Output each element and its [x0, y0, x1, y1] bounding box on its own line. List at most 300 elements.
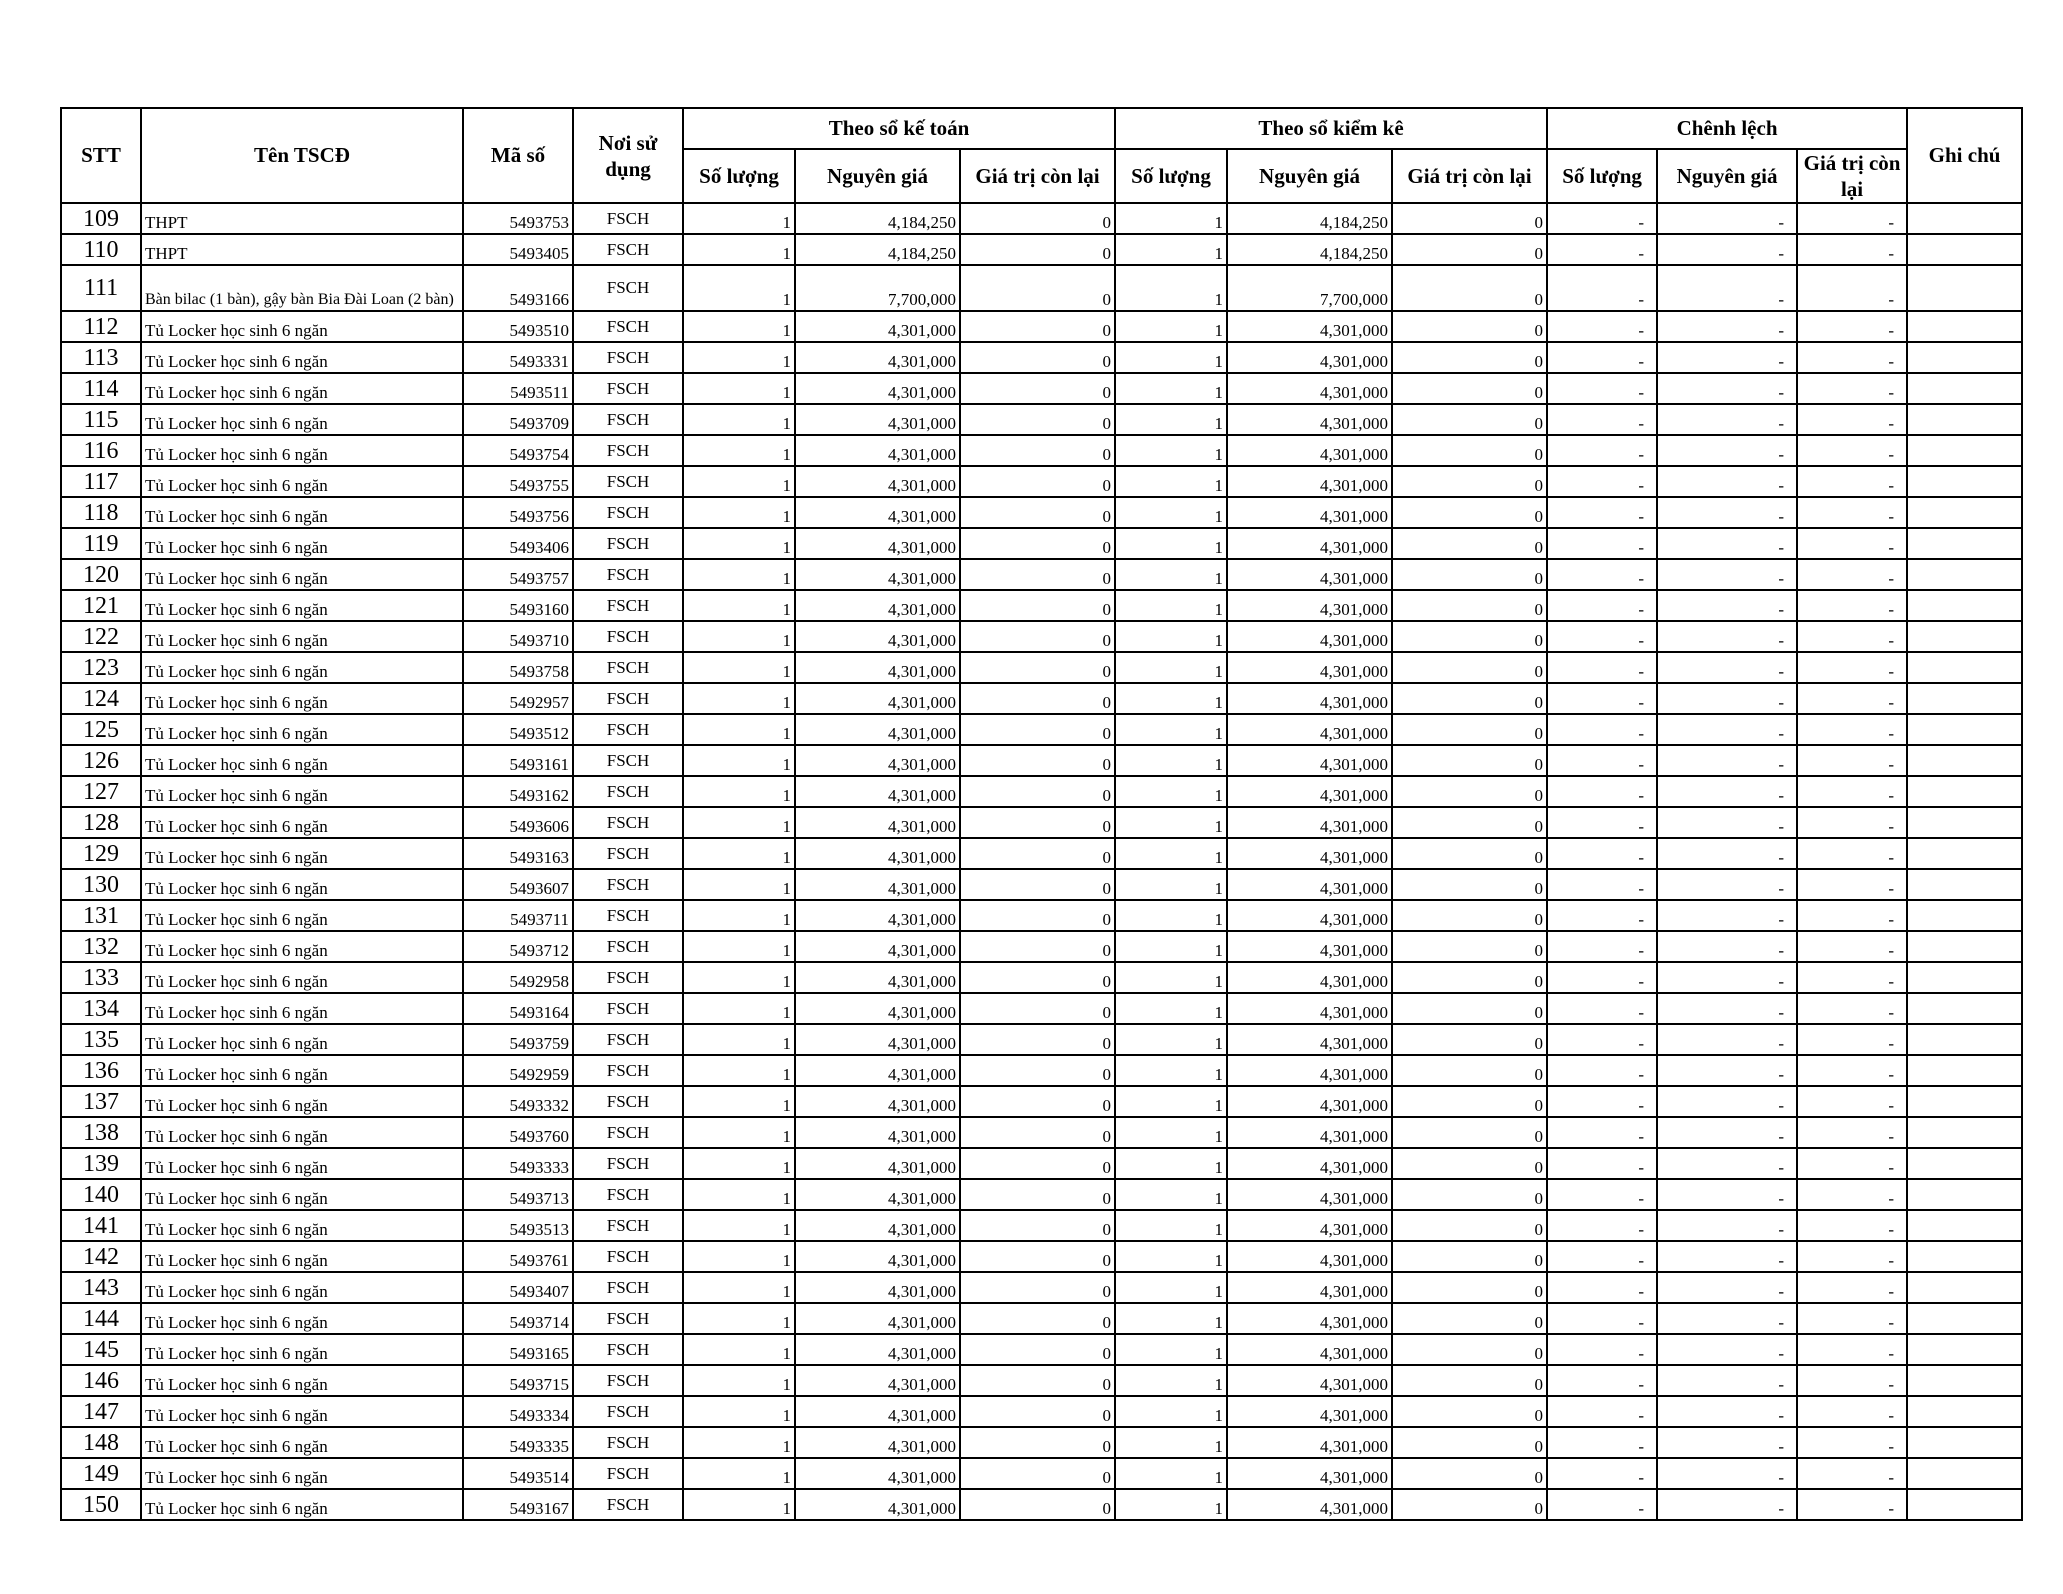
- row-accounting-quantity: 1: [683, 807, 795, 838]
- row-difference-residual: -: [1797, 714, 1907, 745]
- row-place-of-use: FSCH: [573, 714, 683, 745]
- row-inventory-cost: 4,301,000: [1227, 621, 1392, 652]
- row-accounting-quantity: 1: [683, 590, 795, 621]
- table-row: [61, 1210, 2022, 1241]
- row-stt: 120: [61, 559, 141, 590]
- row-asset-code: 5493510: [463, 311, 573, 342]
- row-inventory-residual: 0: [1392, 1241, 1547, 1272]
- row-accounting-cost: 4,301,000: [795, 342, 960, 373]
- row-difference-quantity: -: [1547, 373, 1657, 404]
- row-asset-code: 5493164: [463, 993, 573, 1024]
- row-inventory-cost: 4,301,000: [1227, 993, 1392, 1024]
- row-accounting-residual: 0: [960, 1396, 1115, 1427]
- table-row: [61, 838, 2022, 869]
- row-place-of-use: FSCH: [573, 900, 683, 931]
- row-stt: 117: [61, 466, 141, 497]
- row-accounting-residual: 0: [960, 466, 1115, 497]
- row-inventory-residual: 0: [1392, 590, 1547, 621]
- row-note: [1907, 993, 2022, 1024]
- row-asset-code: 5493161: [463, 745, 573, 776]
- row-difference-cost: -: [1657, 838, 1797, 869]
- row-asset-code: 5493513: [463, 1210, 573, 1241]
- row-place-of-use: FSCH: [573, 1365, 683, 1396]
- row-place-of-use: FSCH: [573, 962, 683, 993]
- row-inventory-cost: 4,301,000: [1227, 404, 1392, 435]
- row-accounting-cost: 4,301,000: [795, 900, 960, 931]
- row-difference-cost: -: [1657, 1055, 1797, 1086]
- header-asset-code: Mã số: [463, 108, 573, 203]
- row-asset-code: 5493713: [463, 1179, 573, 1210]
- row-accounting-quantity: 1: [683, 1148, 795, 1179]
- header-note: Ghi chú: [1907, 108, 2022, 203]
- row-inventory-residual: 0: [1392, 234, 1547, 265]
- row-accounting-cost: 4,301,000: [795, 838, 960, 869]
- row-difference-quantity: -: [1547, 1179, 1657, 1210]
- table-row: [61, 683, 2022, 714]
- row-inventory-quantity: 1: [1115, 528, 1227, 559]
- row-asset-name: THPT: [141, 234, 463, 265]
- row-difference-residual: -: [1797, 1365, 1907, 1396]
- table-row: [61, 1334, 2022, 1365]
- row-accounting-residual: 0: [960, 435, 1115, 466]
- header-accounting-residual: Giá trị còn lại: [960, 149, 1115, 203]
- row-inventory-quantity: 1: [1115, 342, 1227, 373]
- row-inventory-quantity: 1: [1115, 1024, 1227, 1055]
- row-difference-residual: -: [1797, 528, 1907, 559]
- row-inventory-residual: 0: [1392, 528, 1547, 559]
- row-accounting-cost: 4,301,000: [795, 466, 960, 497]
- row-asset-code: 5493514: [463, 1458, 573, 1489]
- row-asset-code: 5493760: [463, 1117, 573, 1148]
- row-difference-quantity: -: [1547, 1489, 1657, 1520]
- row-place-of-use: FSCH: [573, 590, 683, 621]
- row-inventory-residual: 0: [1392, 714, 1547, 745]
- row-accounting-cost: 4,301,000: [795, 1241, 960, 1272]
- row-accounting-cost: 4,301,000: [795, 1427, 960, 1458]
- row-difference-quantity: -: [1547, 559, 1657, 590]
- row-asset-name: Tủ Locker học sinh 6 ngăn: [141, 1489, 463, 1520]
- row-difference-quantity: -: [1547, 931, 1657, 962]
- row-note: [1907, 590, 2022, 621]
- row-accounting-quantity: 1: [683, 776, 795, 807]
- row-inventory-quantity: 1: [1115, 714, 1227, 745]
- row-inventory-quantity: 1: [1115, 1489, 1227, 1520]
- row-asset-code: 5493714: [463, 1303, 573, 1334]
- header-difference-quantity: Số lượng: [1547, 149, 1657, 203]
- table-row: [61, 621, 2022, 652]
- row-asset-code: 5493753: [463, 203, 573, 234]
- row-inventory-quantity: 1: [1115, 435, 1227, 466]
- row-stt: 116: [61, 435, 141, 466]
- row-inventory-quantity: 1: [1115, 590, 1227, 621]
- row-accounting-residual: 0: [960, 621, 1115, 652]
- row-stt: 131: [61, 900, 141, 931]
- row-stt: 109: [61, 203, 141, 234]
- row-difference-cost: -: [1657, 1365, 1797, 1396]
- row-difference-quantity: -: [1547, 466, 1657, 497]
- row-difference-cost: -: [1657, 962, 1797, 993]
- row-asset-name: Tủ Locker học sinh 6 ngăn: [141, 745, 463, 776]
- header-accounting-cost: Nguyên giá: [795, 149, 960, 203]
- row-difference-residual: -: [1797, 1210, 1907, 1241]
- row-note: [1907, 342, 2022, 373]
- row-asset-name: Tủ Locker học sinh 6 ngăn: [141, 1179, 463, 1210]
- row-inventory-residual: 0: [1392, 1148, 1547, 1179]
- row-difference-cost: -: [1657, 203, 1797, 234]
- table-row: [61, 590, 2022, 621]
- row-asset-code: 5493759: [463, 1024, 573, 1055]
- row-asset-code: 5493712: [463, 931, 573, 962]
- row-accounting-residual: 0: [960, 311, 1115, 342]
- row-accounting-residual: 0: [960, 1179, 1115, 1210]
- row-difference-residual: -: [1797, 838, 1907, 869]
- row-accounting-residual: 0: [960, 1055, 1115, 1086]
- row-difference-cost: -: [1657, 1489, 1797, 1520]
- row-inventory-quantity: 1: [1115, 1334, 1227, 1365]
- row-difference-cost: -: [1657, 931, 1797, 962]
- row-accounting-quantity: 1: [683, 621, 795, 652]
- row-inventory-quantity: 1: [1115, 203, 1227, 234]
- row-asset-code: 5493758: [463, 652, 573, 683]
- row-difference-residual: -: [1797, 1241, 1907, 1272]
- row-inventory-residual: 0: [1392, 1396, 1547, 1427]
- row-inventory-quantity: 1: [1115, 1427, 1227, 1458]
- table-row: [61, 1489, 2022, 1520]
- row-place-of-use: FSCH: [573, 1179, 683, 1210]
- row-accounting-cost: 4,301,000: [795, 962, 960, 993]
- row-asset-code: 5493331: [463, 342, 573, 373]
- row-difference-residual: -: [1797, 1024, 1907, 1055]
- row-difference-cost: -: [1657, 1179, 1797, 1210]
- row-accounting-residual: 0: [960, 931, 1115, 962]
- row-difference-residual: -: [1797, 683, 1907, 714]
- row-asset-name: Tủ Locker học sinh 6 ngăn: [141, 1396, 463, 1427]
- row-note: [1907, 900, 2022, 931]
- row-difference-residual: -: [1797, 497, 1907, 528]
- row-accounting-residual: 0: [960, 559, 1115, 590]
- row-stt: 148: [61, 1427, 141, 1458]
- row-asset-name: Tủ Locker học sinh 6 ngăn: [141, 1117, 463, 1148]
- row-accounting-residual: 0: [960, 993, 1115, 1024]
- row-accounting-residual: 0: [960, 1427, 1115, 1458]
- row-inventory-quantity: 1: [1115, 1148, 1227, 1179]
- row-difference-cost: -: [1657, 1117, 1797, 1148]
- row-stt: 126: [61, 745, 141, 776]
- row-difference-quantity: -: [1547, 203, 1657, 234]
- row-accounting-quantity: 1: [683, 373, 795, 404]
- row-place-of-use: FSCH: [573, 1396, 683, 1427]
- row-asset-name: Tủ Locker học sinh 6 ngăn: [141, 1334, 463, 1365]
- row-note: [1907, 652, 2022, 683]
- row-accounting-cost: 4,301,000: [795, 311, 960, 342]
- table-row: [61, 1024, 2022, 1055]
- row-difference-residual: -: [1797, 1489, 1907, 1520]
- table-row: [61, 1148, 2022, 1179]
- header-group-accounting: Theo sổ kế toán: [683, 108, 1115, 149]
- row-stt: 127: [61, 776, 141, 807]
- row-difference-residual: -: [1797, 234, 1907, 265]
- row-difference-residual: -: [1797, 404, 1907, 435]
- row-stt: 144: [61, 1303, 141, 1334]
- row-accounting-residual: 0: [960, 807, 1115, 838]
- row-note: [1907, 404, 2022, 435]
- row-asset-code: 5493406: [463, 528, 573, 559]
- row-inventory-cost: 4,301,000: [1227, 776, 1392, 807]
- row-inventory-residual: 0: [1392, 621, 1547, 652]
- row-accounting-quantity: 1: [683, 265, 795, 311]
- row-stt: 128: [61, 807, 141, 838]
- row-inventory-residual: 0: [1392, 497, 1547, 528]
- row-difference-cost: -: [1657, 621, 1797, 652]
- row-difference-residual: -: [1797, 993, 1907, 1024]
- row-accounting-quantity: 1: [683, 1334, 795, 1365]
- row-accounting-residual: 0: [960, 838, 1115, 869]
- row-difference-residual: -: [1797, 1427, 1907, 1458]
- row-inventory-cost: 4,301,000: [1227, 1086, 1392, 1117]
- row-note: [1907, 559, 2022, 590]
- row-stt: 149: [61, 1458, 141, 1489]
- row-difference-residual: -: [1797, 265, 1907, 311]
- row-note: [1907, 1458, 2022, 1489]
- row-accounting-quantity: 1: [683, 1303, 795, 1334]
- row-stt: 110: [61, 234, 141, 265]
- table-row: [61, 1179, 2022, 1210]
- row-asset-name: Tủ Locker học sinh 6 ngăn: [141, 1055, 463, 1086]
- row-accounting-quantity: 1: [683, 1427, 795, 1458]
- row-accounting-residual: 0: [960, 1117, 1115, 1148]
- row-difference-quantity: -: [1547, 1241, 1657, 1272]
- row-asset-code: 5493710: [463, 621, 573, 652]
- header-stt: STT: [61, 108, 141, 203]
- row-stt: 139: [61, 1148, 141, 1179]
- row-asset-name: Tủ Locker học sinh 6 ngăn: [141, 931, 463, 962]
- row-difference-quantity: -: [1547, 404, 1657, 435]
- row-accounting-residual: 0: [960, 1241, 1115, 1272]
- row-difference-cost: -: [1657, 234, 1797, 265]
- row-asset-name: Tủ Locker học sinh 6 ngăn: [141, 900, 463, 931]
- row-asset-name: Tủ Locker học sinh 6 ngăn: [141, 559, 463, 590]
- row-inventory-residual: 0: [1392, 993, 1547, 1024]
- row-stt: 111: [61, 265, 141, 311]
- header-asset-name: Tên TSCĐ: [141, 108, 463, 203]
- row-inventory-residual: 0: [1392, 838, 1547, 869]
- row-note: [1907, 466, 2022, 497]
- row-inventory-cost: 4,301,000: [1227, 1117, 1392, 1148]
- row-difference-residual: -: [1797, 1396, 1907, 1427]
- row-asset-code: 5493754: [463, 435, 573, 466]
- row-asset-name: Tủ Locker học sinh 6 ngăn: [141, 311, 463, 342]
- row-note: [1907, 1427, 2022, 1458]
- row-difference-quantity: -: [1547, 528, 1657, 559]
- row-inventory-cost: 4,301,000: [1227, 869, 1392, 900]
- row-accounting-quantity: 1: [683, 869, 795, 900]
- row-inventory-quantity: 1: [1115, 1055, 1227, 1086]
- row-inventory-cost: 4,301,000: [1227, 1148, 1392, 1179]
- table-row: [61, 807, 2022, 838]
- row-accounting-quantity: 1: [683, 404, 795, 435]
- row-place-of-use: FSCH: [573, 435, 683, 466]
- row-inventory-cost: 4,301,000: [1227, 1427, 1392, 1458]
- header-inventory-quantity: Số lượng: [1115, 149, 1227, 203]
- row-difference-quantity: -: [1547, 1086, 1657, 1117]
- row-accounting-residual: 0: [960, 1148, 1115, 1179]
- row-accounting-cost: 4,301,000: [795, 497, 960, 528]
- row-accounting-residual: 0: [960, 234, 1115, 265]
- row-difference-residual: -: [1797, 373, 1907, 404]
- row-accounting-residual: 0: [960, 497, 1115, 528]
- row-accounting-cost: 4,301,000: [795, 435, 960, 466]
- row-difference-cost: -: [1657, 528, 1797, 559]
- row-asset-name: Tủ Locker học sinh 6 ngăn: [141, 993, 463, 1024]
- row-asset-code: 5493512: [463, 714, 573, 745]
- row-place-of-use: FSCH: [573, 745, 683, 776]
- row-difference-cost: -: [1657, 652, 1797, 683]
- row-inventory-cost: 4,184,250: [1227, 234, 1392, 265]
- row-asset-name: Tủ Locker học sinh 6 ngăn: [141, 714, 463, 745]
- row-accounting-quantity: 1: [683, 497, 795, 528]
- row-accounting-quantity: 1: [683, 962, 795, 993]
- row-accounting-cost: 4,301,000: [795, 373, 960, 404]
- row-accounting-cost: 4,184,250: [795, 234, 960, 265]
- row-difference-quantity: -: [1547, 962, 1657, 993]
- row-stt: 134: [61, 993, 141, 1024]
- row-accounting-quantity: 1: [683, 1396, 795, 1427]
- table-row: [61, 1117, 2022, 1148]
- row-difference-cost: -: [1657, 1458, 1797, 1489]
- row-difference-quantity: -: [1547, 838, 1657, 869]
- row-inventory-residual: 0: [1392, 1210, 1547, 1241]
- row-note: [1907, 1210, 2022, 1241]
- row-asset-name: Tủ Locker học sinh 6 ngăn: [141, 435, 463, 466]
- row-inventory-quantity: 1: [1115, 559, 1227, 590]
- row-asset-name: Tủ Locker học sinh 6 ngăn: [141, 590, 463, 621]
- row-difference-cost: -: [1657, 1334, 1797, 1365]
- row-accounting-cost: 4,301,000: [795, 931, 960, 962]
- row-difference-quantity: -: [1547, 1458, 1657, 1489]
- row-note: [1907, 714, 2022, 745]
- row-inventory-cost: 4,301,000: [1227, 1489, 1392, 1520]
- row-accounting-quantity: 1: [683, 1365, 795, 1396]
- row-inventory-residual: 0: [1392, 1489, 1547, 1520]
- row-stt: 142: [61, 1241, 141, 1272]
- table-row: [61, 993, 2022, 1024]
- row-accounting-cost: 4,301,000: [795, 404, 960, 435]
- row-note: [1907, 311, 2022, 342]
- row-accounting-quantity: 1: [683, 1458, 795, 1489]
- row-asset-name: Tủ Locker học sinh 6 ngăn: [141, 1365, 463, 1396]
- table-row: [61, 1086, 2022, 1117]
- row-stt: 136: [61, 1055, 141, 1086]
- row-stt: 132: [61, 931, 141, 962]
- row-difference-residual: -: [1797, 1148, 1907, 1179]
- row-inventory-cost: 4,301,000: [1227, 559, 1392, 590]
- row-note: [1907, 1148, 2022, 1179]
- row-accounting-residual: 0: [960, 745, 1115, 776]
- row-stt: 124: [61, 683, 141, 714]
- row-difference-cost: -: [1657, 311, 1797, 342]
- row-note: [1907, 1396, 2022, 1427]
- table-row: [61, 497, 2022, 528]
- row-inventory-residual: 0: [1392, 435, 1547, 466]
- row-inventory-residual: 0: [1392, 776, 1547, 807]
- row-inventory-quantity: 1: [1115, 1117, 1227, 1148]
- row-accounting-quantity: 1: [683, 900, 795, 931]
- row-difference-quantity: -: [1547, 1396, 1657, 1427]
- row-accounting-quantity: 1: [683, 1055, 795, 1086]
- row-inventory-residual: 0: [1392, 1365, 1547, 1396]
- row-note: [1907, 1365, 2022, 1396]
- row-inventory-quantity: 1: [1115, 497, 1227, 528]
- row-place-of-use: FSCH: [573, 931, 683, 962]
- row-accounting-cost: 4,301,000: [795, 683, 960, 714]
- table-row: [61, 900, 2022, 931]
- row-inventory-cost: 4,301,000: [1227, 1179, 1392, 1210]
- row-difference-quantity: -: [1547, 807, 1657, 838]
- table-row: [61, 466, 2022, 497]
- row-difference-cost: -: [1657, 714, 1797, 745]
- row-place-of-use: FSCH: [573, 1241, 683, 1272]
- row-accounting-residual: 0: [960, 1458, 1115, 1489]
- row-difference-quantity: -: [1547, 1024, 1657, 1055]
- row-place-of-use: FSCH: [573, 559, 683, 590]
- row-place-of-use: FSCH: [573, 838, 683, 869]
- row-accounting-cost: 4,301,000: [795, 1365, 960, 1396]
- row-inventory-residual: 0: [1392, 900, 1547, 931]
- row-stt: 122: [61, 621, 141, 652]
- row-note: [1907, 931, 2022, 962]
- table-row: [61, 776, 2022, 807]
- table-row: [61, 1272, 2022, 1303]
- row-place-of-use: FSCH: [573, 404, 683, 435]
- row-inventory-quantity: 1: [1115, 1458, 1227, 1489]
- row-note: [1907, 1086, 2022, 1117]
- row-difference-quantity: -: [1547, 1334, 1657, 1365]
- row-inventory-residual: 0: [1392, 1458, 1547, 1489]
- row-asset-name: Tủ Locker học sinh 6 ngăn: [141, 404, 463, 435]
- row-asset-name: Tủ Locker học sinh 6 ngăn: [141, 869, 463, 900]
- row-difference-quantity: -: [1547, 652, 1657, 683]
- row-inventory-residual: 0: [1392, 1272, 1547, 1303]
- row-asset-name: Bàn bilac (1 bàn), gậy bàn Bia Đài Loan (2 bàn): [141, 265, 463, 311]
- row-inventory-cost: 4,301,000: [1227, 311, 1392, 342]
- row-place-of-use: FSCH: [573, 1489, 683, 1520]
- row-asset-name: Tủ Locker học sinh 6 ngăn: [141, 1210, 463, 1241]
- row-place-of-use: FSCH: [573, 993, 683, 1024]
- row-accounting-cost: 4,301,000: [795, 1179, 960, 1210]
- row-place-of-use: FSCH: [573, 869, 683, 900]
- row-place-of-use: FSCH: [573, 1117, 683, 1148]
- row-inventory-quantity: 1: [1115, 1086, 1227, 1117]
- header-difference-cost: Nguyên giá: [1657, 149, 1797, 203]
- table-row: [61, 265, 2022, 311]
- row-accounting-quantity: 1: [683, 234, 795, 265]
- row-accounting-residual: 0: [960, 342, 1115, 373]
- row-place-of-use: FSCH: [573, 234, 683, 265]
- header-place-of-use: Nơi sử dụng: [573, 108, 683, 203]
- row-inventory-quantity: 1: [1115, 1179, 1227, 1210]
- row-inventory-residual: 0: [1392, 342, 1547, 373]
- row-inventory-cost: 4,301,000: [1227, 1055, 1392, 1086]
- row-asset-code: 5493407: [463, 1272, 573, 1303]
- row-difference-quantity: -: [1547, 869, 1657, 900]
- row-stt: 123: [61, 652, 141, 683]
- row-inventory-residual: 0: [1392, 466, 1547, 497]
- row-asset-code: 5493755: [463, 466, 573, 497]
- row-difference-quantity: -: [1547, 1365, 1657, 1396]
- row-asset-name: Tủ Locker học sinh 6 ngăn: [141, 1427, 463, 1458]
- row-difference-quantity: -: [1547, 1117, 1657, 1148]
- row-asset-code: 5493761: [463, 1241, 573, 1272]
